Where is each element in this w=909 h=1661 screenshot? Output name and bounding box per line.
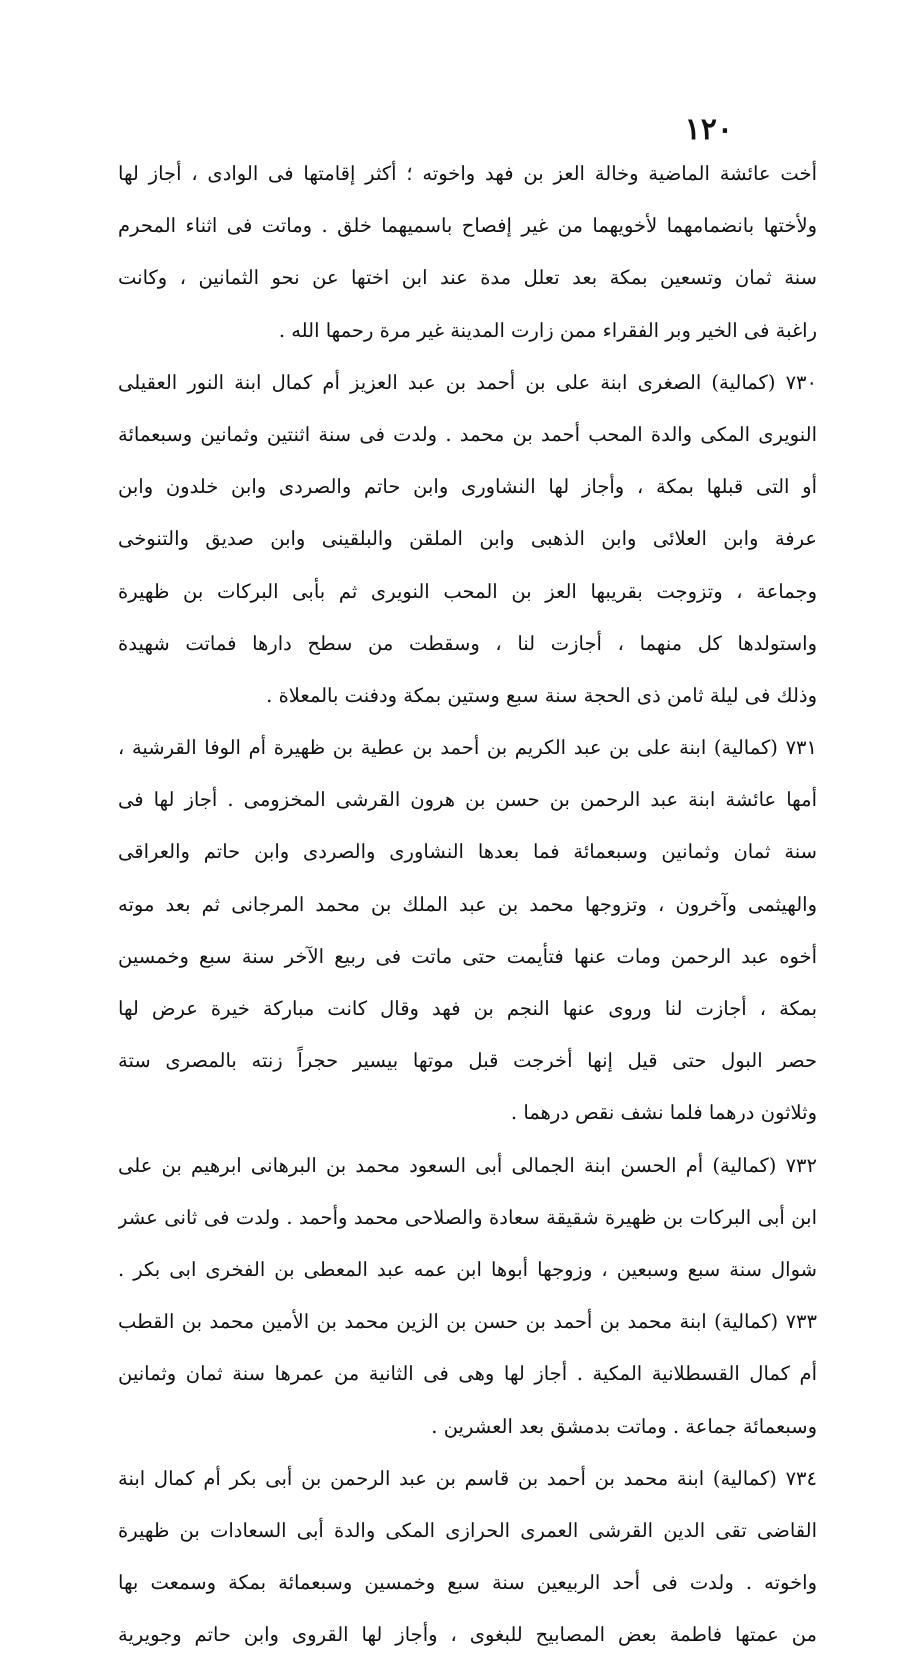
text-line: راغبة فى الخير وبر الفقراء ممن زارت المدينة غير مرة رحمها الله . [278,318,817,342]
text-line: النويرى المكى والدة المحب أحمد بن محمد . ولدت فى سنة اثنتين وثمانين وسبعمائة [118,422,817,446]
text-line: أم كمال القسطلانية المكية . أجاز لها وهى فى الثانية من عمرها سنة ثمان وثمانين [118,1362,817,1386]
text-line: وذلك فى ليلة ثامن ذى الحجة سنة سبع وستين بمكة ودفنت بالمعلاة . [266,683,817,707]
text-line: عرفة وابن العلائى وابن الذهبى وابن الملقن والبلقينى وابن صديق والتنوخى [118,527,817,551]
text-line: شوال سنة سبع وسبعين ، وزوجها أبوها ابن عمه عبد المعطى بن الفخرى ابى بكر . [118,1257,817,1281]
text-line: وجماعة ، وتزوجت بقريبها العز بن المحب النويرى ثم بأبى البركات بن ظهيرة [118,579,817,603]
entry-731-start: ٧٣١ (كمالية) ابنة على بن عبد الكريم بن أحمد بن عطية بن ظهيرة أم الوفا القرشية ، [118,736,817,760]
text-line: وسبعمائة جماعة . وماتت بدمشق بعد العشرين . [431,1414,817,1438]
text-line: سنة ثمان وثمانين وسبعمائة فما بعدها النشاورى والصردى وابن حاتم والعراقى [118,840,817,864]
text-line: ابن أبى البركات بن ظهيرة شقيقة سعادة والصلاحى محمد وأحمد . ولدت فى ثانى عشر [118,1205,817,1229]
text-line: أخت عائشة الماضية وخالة العز بن فهد واخوته ؛ أكثر إقامتها فى الوادى ، أجاز لها [118,162,817,185]
text-line: سنة ثمان وتسعين بمكة بعد تعلل مدة عند ابن اختها عن نحو الثمانين ، وكانت [118,266,817,290]
text-line: والهيثمى وآخرون ، وتزوجها محمد بن عبد الملك بن محمد المرجانى ثم بعد موته [118,892,817,916]
body-text [118,148,817,1661]
entry-732-start: ٧٣٢ (كمالية) أم الحسن ابنة الجمالى أبى السعود محمد بن البرهانى ابرهيم بن على [118,1153,817,1177]
text-line: حصر البول حتى قيل إنها أخرجت قبل موتها بيسير حجراً زنته بالمصرى ستة [118,1049,817,1073]
text-line: أخوه عبد الرحمن ومات عنها فتأيمت حتى ماتت فى ربيع الآخر سنة سبع وخمسين [118,944,817,968]
text-line: أمها عائشة ابنة عبد الرحمن بن حسن بن هرون القرشى المخزومى . أجاز لها فى [118,788,817,812]
text-line: ولأختها بانضمامهما لأخويهما من غير إفصاح باسميهما خلق . وماتت فى اثناء المحرم [118,214,817,238]
text-line: وثلاثون درهما فلما نشف نقص درهما . [510,1101,817,1125]
text-line: بمكة ، أجازت لنا وروى عنها النجم بن فهد وقال كانت مباركة خيرة عرض لها [118,997,817,1020]
entry-730-start: ٧٣٠ (كمالية) الصغرى ابنة على بن أحمد بن عبد العزيز أم كمال ابنة النور العقيلى [118,370,817,394]
text-line: أو التى قبلها بمكة ، وأجاز لها النشاورى وابن حاتم والصردى وابن خلدون وابن [118,475,817,499]
text-line: القاضى تقى الدين القرشى العمرى الحرازى المكى والدة أبى السعادات بن ظهيرة [118,1518,817,1542]
text-line: واخوته . ولدت فى أحد الربيعين سنة سبع وخمسين وسبعمائة بمكة وسمعت بها [118,1571,817,1595]
text-line: واستولدها كل منهما ، أجازت لنا ، وسقطت من سطح دارها فماتت شهيدة [118,631,817,655]
page-number: ١٢٠ [684,112,733,147]
entry-734-start: ٧٣٤ (كمالية) ابنة محمد بن أحمد بن قاسم بن عبد الرحمن بن أبى بكر أم كمال ابنة [118,1466,817,1490]
text-line: من عمتها فاطمة بعض المصابيح للبغوى ، وأجاز لها القروى وابن حاتم وجويرية [118,1623,817,1647]
entry-733-start: ٧٣٣ (كمالية) ابنة محمد بن أحمد بن حسن بن الزين محمد بن الأمين محمد بن القطب [118,1310,817,1334]
